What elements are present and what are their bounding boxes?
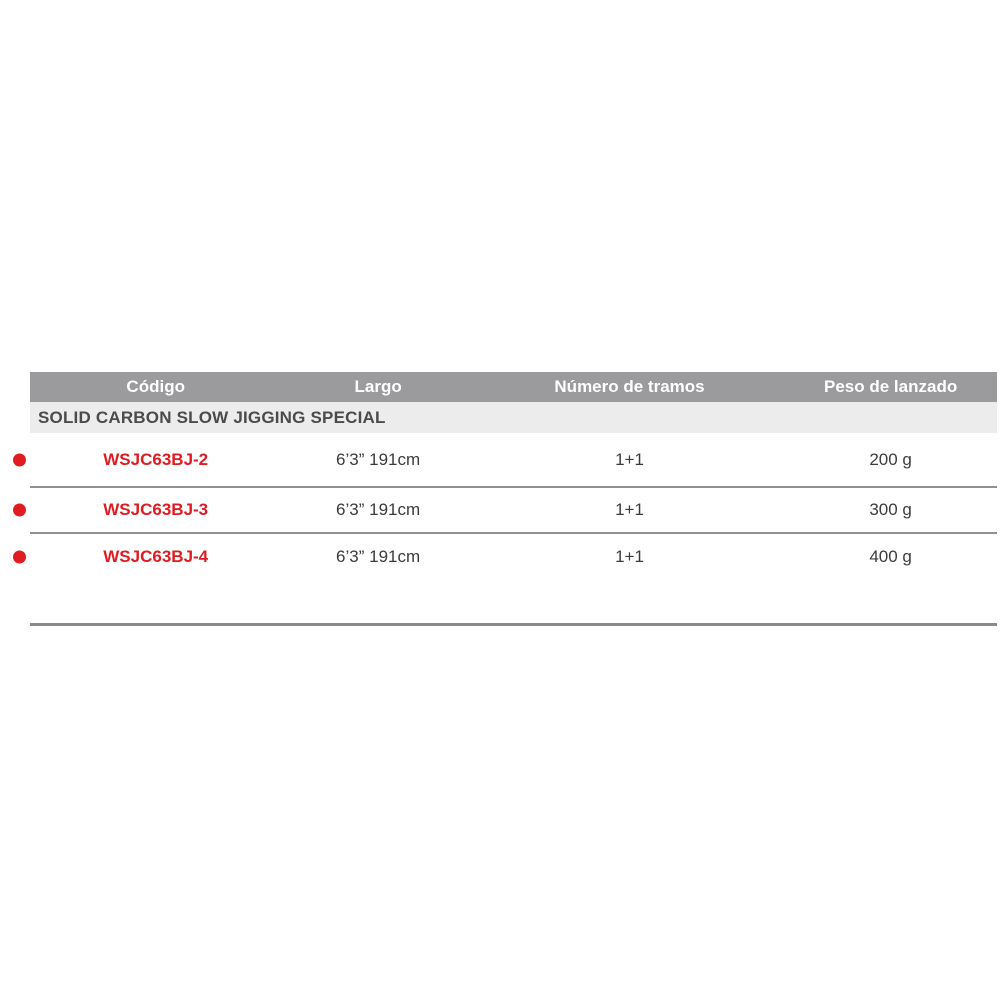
product-code-link[interactable]: WSJC63BJ-3 <box>103 500 209 519</box>
cell-peso: 300 g <box>784 487 997 533</box>
column-header-largo: Largo <box>281 372 474 402</box>
column-header-codigo: Código <box>30 372 281 402</box>
cell-codigo <box>30 487 281 533</box>
red-dot-icon <box>13 550 26 563</box>
cell-codigo <box>30 433 281 487</box>
product-code-link[interactable]: WSJC63BJ-2 <box>103 449 209 469</box>
cell-codigo <box>30 533 281 579</box>
table-row <box>30 433 997 487</box>
cell-largo: 6’3” 191cm <box>281 433 474 487</box>
cell-tramos: 1+1 <box>475 433 784 487</box>
cell-peso: 200 g <box>784 433 997 487</box>
red-dot-icon <box>13 453 26 466</box>
red-dot-icon <box>13 504 26 517</box>
product-code-link[interactable]: WSJC63BJ-4 <box>103 546 209 566</box>
cell-largo: 6’3” 191cm <box>281 487 474 533</box>
column-header-numero-de-tramos: Número de tramos <box>475 372 784 402</box>
cell-tramos: 1+1 <box>475 487 784 533</box>
table-header-row <box>30 372 997 402</box>
table-spacer-row <box>30 579 997 624</box>
empty-space <box>30 579 997 624</box>
table-row <box>30 487 997 533</box>
product-spec-table <box>30 372 997 626</box>
cell-peso: 400 g <box>784 533 997 579</box>
table-row <box>30 533 997 579</box>
section-title: SOLID CARBON SLOW JIGGING SPECIAL <box>30 402 997 433</box>
section-row <box>30 402 997 433</box>
cell-tramos: 1+1 <box>475 533 784 579</box>
cell-largo: 6’3” 191cm <box>281 533 474 579</box>
column-header-peso-de-lanzado: Peso de lanzado <box>784 372 997 402</box>
